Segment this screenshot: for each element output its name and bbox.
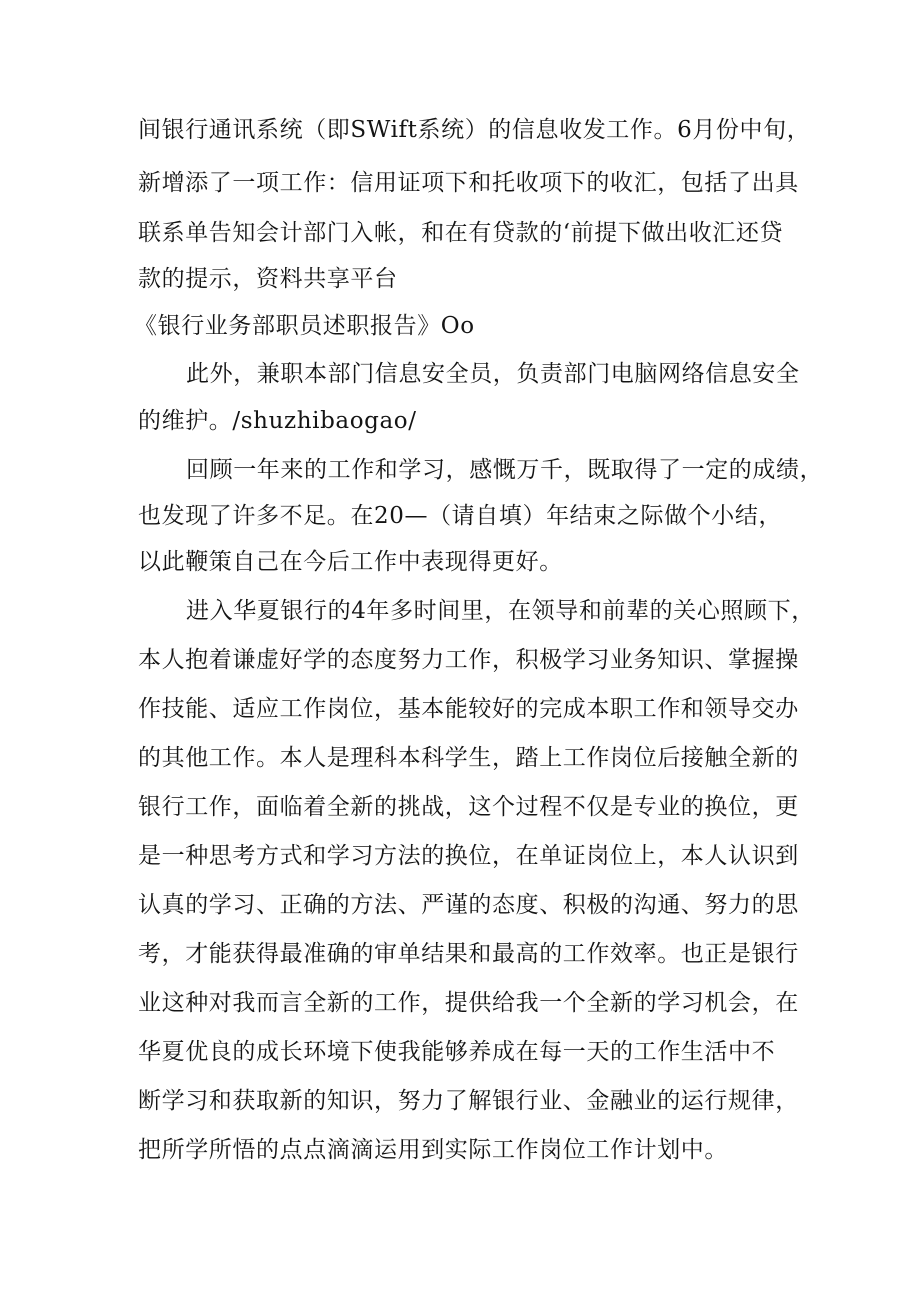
text-line: 华夏优良的成长环境下使我能够养成在每一天的工作生活中不 [138,1039,776,1065]
text-line: 联系单告知会计部门入帐，和在有贷款的‘前提下做出收汇还贷 [138,220,784,246]
document-title-line: 《银行业务部职员述职报告》Oo [134,313,475,339]
text-line: 业这种对我而言全新的工作，提供给我一个全新的学习机会，在 [138,990,799,1016]
text-line: 本人抱着谦虚好学的态度努力工作，积极学习业务知识、掌握操 [138,647,799,673]
text-line: 的其他工作。本人是理科本科学生，踏上工作岗位后接触全新的 [138,745,799,771]
text-line: 间银行通讯系统（即SWift系统）的信息收发工作。6月份中旬， [138,117,811,143]
text-line: 回顾一年来的工作和学习，感慨万千，既取得了一定的成绩， [186,457,824,483]
text-line: 的维护。/shuzhibaogao/ [138,408,417,434]
text-line: 认真的学习、正确的方法、严谨的态度、积极的沟通、努力的思 [138,892,799,918]
text-line: 以此鞭策自己在今后工作中表现得更好。 [138,549,563,575]
text-line: 也发现了许多不足。在20—（请自填）年结束之际做个小结， [138,503,783,529]
text-line: 新增添了一项工作：信用证项下和托收项下的收汇，包括了出具 [138,170,799,196]
text-line: 进入华夏银行的4年多时间里，在领导和前辈的关心照顾下， [186,598,815,624]
text-line: 是一种思考方式和学习方法的换位，在单证岗位上，本人认识到 [138,843,799,869]
text-line: 作技能、适应工作岗位，基本能较好的完成本职工作和领导交办 [138,696,799,722]
text-line: 考，才能获得最准确的审单结果和最高的工作效率。也正是银行 [138,941,799,967]
text-line: 款的提示，资料共享平台 [138,266,398,292]
text-line: 此外，兼职本部门信息安全员，负责部门电脑网络信息安全 [186,361,800,387]
text-line: 把所学所悟的点点滴滴运用到实际工作岗位工作计划中。 [138,1137,728,1163]
text-line: 断学习和获取新的知识，努力了解银行业、金融业的运行规律， [138,1088,799,1114]
text-line: 银行工作，面临着全新的挑战，这个过程不仅是专业的换位，更 [138,794,799,820]
